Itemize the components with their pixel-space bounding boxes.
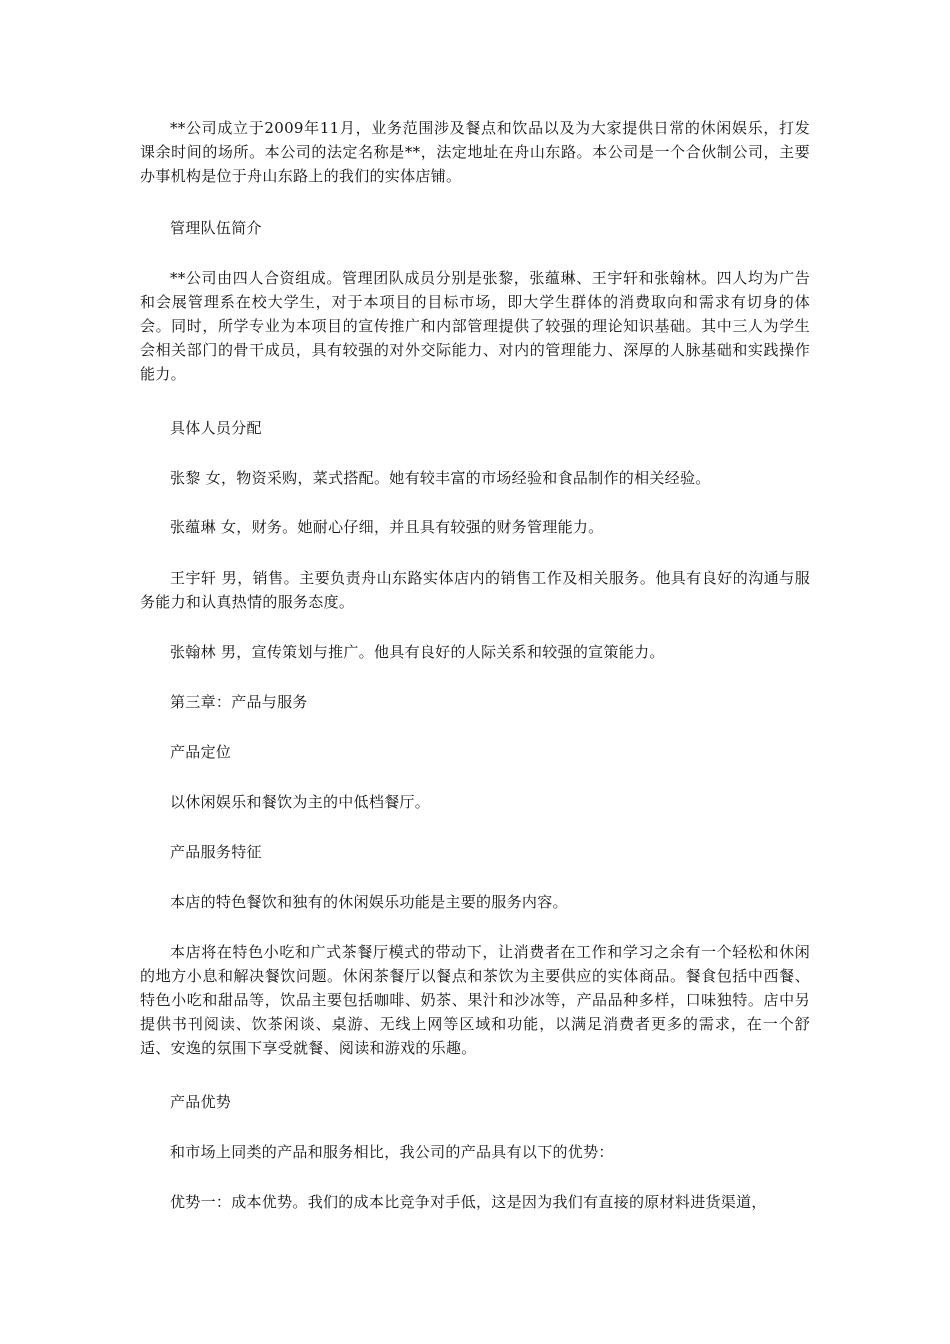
paragraph-staff-zhanghanlin: 张翰林 男，宣传策划与推广。他具有良好的人际关系和较强的宣策能力。 [170,643,665,661]
paragraph-advantages-intro: 和市场上同类的产品和服务相比，我公司的产品具有以下的优势： [170,1143,614,1161]
paragraph-company-intro: **公司成立于2009年11月，业务范围涉及餐点和饮品以及为大家提供日常的休闲娱乐，打发课余时间的场所。本公司的法定名称是**，法定地址在舟山东路。本公司是一个合伙制公司，主要办事机构是位于舟山东路上的我们的实体店铺。 [140,119,810,185]
paragraph-service-features: 本店的特色餐饮和独有的休闲娱乐功能是主要的服务内容。 [170,893,568,911]
paragraph-advantage-one: 优势一：成本优势。我们的成本比竞争对手低，这是因为我们有直接的原材料进货渠道， [170,1193,767,1211]
paragraph-staff-zhangli: 张黎 女，物资采购，菜式搭配。她有较丰富的市场经验和食品制作的相关经验。 [170,469,711,487]
heading-product-advantages: 产品优势 [170,1093,232,1111]
paragraph-store-description: 本店将在特色小吃和广式茶餐厅模式的带动下，让消费者在工作和学习之余有一个轻松和休闲的地方小息和解决餐饮问题。休闲茶餐厅以餐点和茶饮为主要供应的实体商品。餐食包括中西餐、特色小吃和甜品等，饮品主要包括咖啡、奶茶、果汁和沙冰等，产品品种多样，口味独特。店中另提供书刊阅读、饮茶闲谈、桌游、无线上网等区域和功能，以满足消费者更多的需求，在一个舒适、安逸的氛围下享受就餐、阅读和游戏的乐趣。 [140,943,810,1057]
heading-product-positioning: 产品定位 [170,743,232,761]
heading-chapter-three: 第三章：产品与服务 [170,693,308,711]
paragraph-product-positioning: 以休闲娱乐和餐饮为主的中低档餐厅。 [170,793,431,811]
paragraph-team-description: **公司由四人合资组成。管理团队成员分别是张黎，张蕴琳、王宇轩和张翰林。四人均为广告和会展管理系在校大学生，对于本项目的目标市场，即大学生群体的消费取向和需求有切身的体会。同时，所学专业为本项目的宣传推广和内部管理提供了较强的理论知识基础。其中三人为学生会相关部门的骨干成员，具有较强的对外交际能力、对内的管理能力、深厚的人脉基础和实践操作能力。 [140,269,810,383]
paragraph-staff-wangyuxuan: 王宇轩 男，销售。主要负责舟山东路实体店内的销售工作及相关服务。他具有良好的沟通与服务能力和认真热情的服务态度。 [140,569,810,611]
heading-staff-assignment: 具体人员分配 [170,419,262,437]
paragraph-staff-zhangyunlin: 张蕴琳 女，财务。她耐心仔细，并且具有较强的财务管理能力。 [170,518,604,536]
heading-management-team: 管理队伍简介 [170,219,262,237]
heading-service-features: 产品服务特征 [170,843,262,861]
